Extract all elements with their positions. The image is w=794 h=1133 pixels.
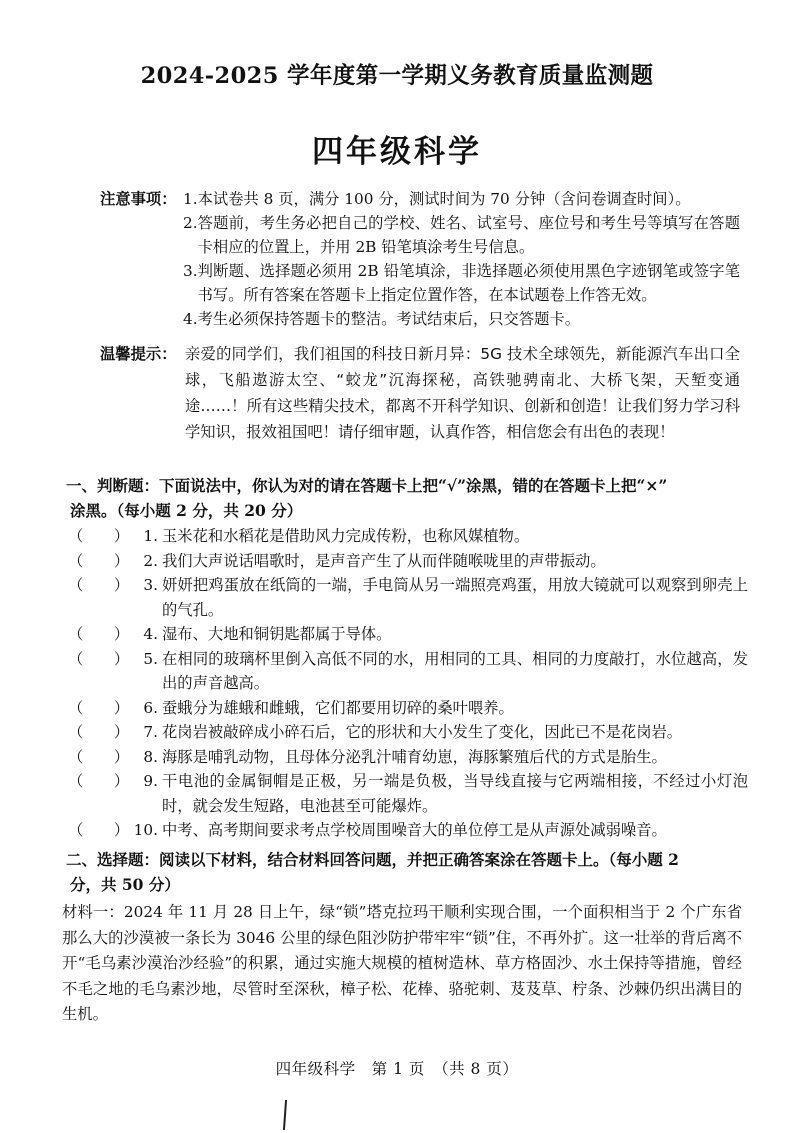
question-number: 6.: [143, 698, 158, 717]
question-item: [68, 647, 748, 696]
material-passage: 材料一：2024 年 11 月 28 日上午，绿“锁”塔克拉玛干顺利实现合围，一个面积相当于 2 个广东省那么大的沙漠被一条长为 3046 公里的绿色阻沙防护带牢牢“锁”住，不再外扩。这一壮举的背后离不开“毛乌素沙漠治沙经验”的积累，通过实施大规模的植树造林、草方格固沙、水土保持等措施，曾经不毛之地的毛乌素沙地，尽管时至深秋，樟子松、花棒、骆驼刺、芨芨草、柠条、沙棘仍织出满目的生机。: [62, 903, 742, 1023]
question-number: 5.: [143, 649, 158, 668]
tips-text: 亲爱的同学们，我们祖国的科技日新月异：5G 技术全球领先，新能源汽车出口全球，飞船遨游太空、“蛟龙”沉海探秘，高铁驰骋南北、大桥飞架，天堑变通途……！所有这些精尖技术，都离不开科学知识、创新和创造！让我们努力学习科学知识，报效祖国吧！请仔细审题，认真作答，相信您会有出色的表现！: [185, 345, 740, 441]
subject-title: 四年级科学: [312, 134, 482, 170]
question-item: [68, 549, 748, 574]
notice-item: [183, 259, 740, 307]
section-heading-line: 二、选择题：阅读以下材料，结合材料回答问题，并把正确答案涂在答题卡上。（每小题 2: [66, 850, 679, 869]
binding-mark: [283, 1100, 287, 1130]
question-text: 妍妍把鸡蛋放在纸筒的一端，手电筒从另一端照亮鸡蛋，用放大镜就可以观察到卵壳上的气孔。: [162, 576, 748, 619]
question-text: 蚕蛾分为雄蛾和雌蛾，它们都要用切碎的桑叶喂养。: [162, 698, 514, 717]
question-item: [68, 573, 748, 622]
notice-item: [183, 187, 740, 211]
section-heading-line: 分，共 50 分）: [70, 875, 180, 894]
answer-parentheses: （ ）: [68, 821, 130, 839]
notice-item-text: 判断题、选择题必须用 2B 铅笔填涂，非选择题必须使用黑色字迹钢笔或签字笔书写。所有答案在答题卡上指定位置作答，在本试题卷上作答无效。: [197, 262, 740, 304]
question-item: [68, 818, 748, 843]
section-heading-line: 一、判断题：下面说法中，你认为对的请在答题卡上把“√”涂黑，错的在答题卡上把“×”: [66, 476, 668, 495]
question-text: 在相同的玻璃杯里倒入高低不同的水，用相同的工具、相同的力度敲打，水位越高，发出的声音越高。: [162, 649, 748, 692]
answer-parentheses: （ ）: [68, 649, 130, 668]
question-item: [68, 696, 748, 721]
exam-title: 2024-2025 学年度第一学期义务教育质量监测题: [140, 63, 654, 89]
question-text: 湿布、大地和铜钥匙都属于导体。: [162, 625, 392, 643]
section-choice-heading: [66, 847, 746, 897]
question-text: 海豚是哺乳动物，且母体分泌乳汁哺育幼崽，海豚繁殖后代的方式是胎生。: [162, 747, 667, 766]
notice-item-text: 答题前，考生务必把自己的学校、姓名、试室号、座位号和考生号等填写在答题卡相应的位置上，并用 2B 铅笔填涂考生号信息。: [197, 214, 740, 256]
question-text: 玉米花和水稻花是借助风力完成传粉，也称风媒植物。: [162, 527, 530, 545]
question-text: 花岗岩被敲碎成小碎石后，它的形状和大小发生了变化，因此已不是花岗岩。: [162, 723, 683, 741]
question-number: 8.: [143, 747, 158, 766]
question-item: [68, 720, 748, 745]
question-number: 2.: [143, 551, 158, 570]
answer-parentheses: （ ）: [68, 747, 130, 766]
answer-parentheses: （ ）: [68, 527, 130, 545]
notice-item: [183, 211, 740, 259]
question-number: 1.: [143, 527, 158, 545]
notice-item-num: 3.: [183, 262, 198, 280]
answer-parentheses: （ ）: [68, 625, 130, 643]
question-text: 中考、高考期间要求考点学校周围噪音大的单位停工是从声源处减弱噪音。: [162, 821, 667, 839]
notice-item-num: 1.: [183, 190, 198, 208]
notice-label: 注意事项：: [100, 190, 177, 208]
question-number: 4.: [143, 625, 158, 643]
answer-parentheses: （ ）: [68, 576, 130, 594]
judgement-question-list: [68, 524, 748, 843]
answer-parentheses: （ ）: [68, 698, 130, 717]
question-number: 10.: [133, 821, 158, 839]
answer-parentheses: （ ）: [68, 772, 130, 790]
question-number: 3.: [143, 576, 158, 594]
notice-items: [183, 187, 740, 331]
question-item: [68, 524, 748, 549]
notice-item-num: 4.: [183, 310, 198, 328]
page-footer: 四年级科学 第 1 页 （共 8 页）: [275, 1060, 519, 1078]
notice-item: [183, 307, 740, 331]
question-number: 9.: [143, 772, 158, 790]
question-item: [68, 745, 748, 770]
question-item: [68, 622, 748, 647]
question-text: 干电池的金属铜帽是正极，另一端是负极，当导线直接与它两端相接，不经过小灯泡时，就会发生短路，电池甚至可能爆炸。: [162, 772, 748, 815]
question-number: 7.: [143, 723, 158, 741]
section-heading-line: 涂黑。（每小题 2 分，共 20 分）: [70, 501, 303, 520]
question-text: 我们大声说话唱歌时，是声音产生了从而伴随喉咙里的声带振动。: [162, 551, 606, 570]
question-item: [68, 769, 748, 818]
tips-label: 温馨提示：: [100, 345, 177, 363]
notice-item-text: 考生必须保持答题卡的整洁。考试结束后，只交答题卡。: [197, 310, 581, 328]
answer-parentheses: （ ）: [68, 723, 130, 741]
section-judgement-heading: [66, 473, 746, 523]
answer-parentheses: （ ）: [68, 551, 130, 570]
notice-item-text: 本试卷共 8 页，满分 100 分，测试时间为 70 分钟（含问卷调查时间）。: [197, 190, 691, 208]
notice-item-num: 2.: [183, 214, 198, 232]
